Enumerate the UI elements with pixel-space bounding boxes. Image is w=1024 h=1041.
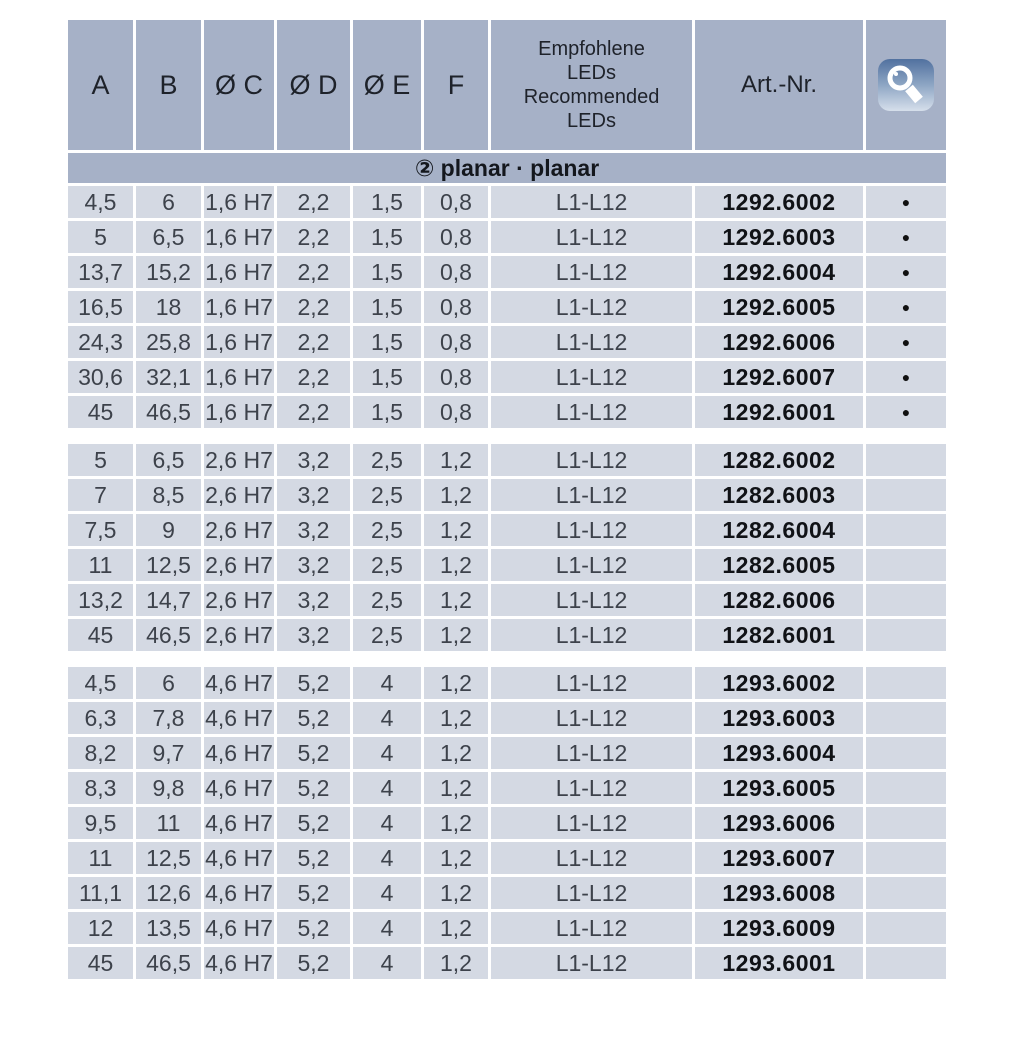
cell-f: 0,8 <box>424 256 488 288</box>
cell-leds: L1-L12 <box>491 667 692 699</box>
cell-a: 13,7 <box>68 256 133 288</box>
cell-dia-c: 1,6 H7 <box>204 221 274 253</box>
cell-artnr: 1293.6003 <box>695 702 863 734</box>
cell-dia-c: 1,6 H7 <box>204 361 274 393</box>
cell-artnr: 1293.6005 <box>695 772 863 804</box>
cell-leds: L1-L12 <box>491 842 692 874</box>
cell-f: 1,2 <box>424 807 488 839</box>
cell-dia-d: 3,2 <box>277 549 350 581</box>
col-header-dia-c: Ø C <box>204 20 274 150</box>
cell-b: 14,7 <box>136 584 201 616</box>
cell-artnr: 1292.6004 <box>695 256 863 288</box>
table-row <box>68 877 946 909</box>
cell-a: 12 <box>68 912 133 944</box>
cell-dia-d: 5,2 <box>277 912 350 944</box>
cell-leds: L1-L12 <box>491 877 692 909</box>
table-row <box>68 912 946 944</box>
table-row <box>68 772 946 804</box>
cell-a: 7 <box>68 479 133 511</box>
cell-dia-c: 4,6 H7 <box>204 877 274 909</box>
cell-f: 1,2 <box>424 877 488 909</box>
cell-leds: L1-L12 <box>491 702 692 734</box>
availability-dot: ● <box>901 194 911 210</box>
availability-dot: ● <box>901 334 911 350</box>
cell-dia-c: 1,6 H7 <box>204 256 274 288</box>
cell-dia-c: 2,6 H7 <box>204 584 274 616</box>
availability-dot-cell <box>866 396 946 428</box>
cell-artnr: 1282.6004 <box>695 514 863 546</box>
cell-b: 15,2 <box>136 256 201 288</box>
cell-a: 8,2 <box>68 737 133 769</box>
cell-a: 4,5 <box>68 667 133 699</box>
cell-leds: L1-L12 <box>491 772 692 804</box>
cell-a: 11 <box>68 842 133 874</box>
cell-artnr: 1282.6003 <box>695 479 863 511</box>
cell-a: 4,5 <box>68 186 133 218</box>
col-header-dia-e: Ø E <box>353 20 421 150</box>
cell-dia-d: 2,2 <box>277 221 350 253</box>
cell-dia-e: 4 <box>353 877 421 909</box>
cell-artnr: 1292.6001 <box>695 396 863 428</box>
cell-dia-e: 4 <box>353 947 421 979</box>
cell-b: 13,5 <box>136 912 201 944</box>
availability-dot: ● <box>901 229 911 245</box>
cell-b: 7,8 <box>136 702 201 734</box>
cell-dia-d: 2,2 <box>277 396 350 428</box>
cell-b: 12,6 <box>136 877 201 909</box>
cell-a: 9,5 <box>68 807 133 839</box>
table-row <box>68 514 946 546</box>
cell-dia-c: 4,6 H7 <box>204 842 274 874</box>
cell-dia-e: 1,5 <box>353 221 421 253</box>
cell-dia-d: 3,2 <box>277 619 350 651</box>
cell-b: 6,5 <box>136 444 201 476</box>
cell-f: 0,8 <box>424 326 488 358</box>
cell-dia-e: 4 <box>353 702 421 734</box>
cell-f: 0,8 <box>424 291 488 323</box>
cell-artnr: 1292.6005 <box>695 291 863 323</box>
leds-header-line: Recommended <box>523 86 660 108</box>
cell-f: 1,2 <box>424 737 488 769</box>
cell-f: 1,2 <box>424 619 488 651</box>
cell-artnr: 1293.6007 <box>695 842 863 874</box>
table-row <box>68 361 946 393</box>
availability-empty-cell <box>866 444 946 476</box>
group-spacer-cell <box>68 431 946 441</box>
cell-dia-d: 2,2 <box>277 361 350 393</box>
cell-a: 6,3 <box>68 702 133 734</box>
cell-dia-d: 2,2 <box>277 256 350 288</box>
cell-dia-c: 4,6 H7 <box>204 772 274 804</box>
availability-empty-cell <box>866 619 946 651</box>
cell-b: 46,5 <box>136 619 201 651</box>
cell-a: 45 <box>68 619 133 651</box>
cell-a: 5 <box>68 221 133 253</box>
cell-f: 1,2 <box>424 842 488 874</box>
cell-b: 6,5 <box>136 221 201 253</box>
col-header-a: A <box>68 20 133 150</box>
cell-artnr: 1293.6004 <box>695 737 863 769</box>
cell-f: 0,8 <box>424 186 488 218</box>
cell-artnr: 1293.6008 <box>695 877 863 909</box>
table-row <box>68 221 946 253</box>
cell-b: 8,5 <box>136 479 201 511</box>
leds-header-line: Empfohlene <box>538 38 645 60</box>
cell-leds: L1-L12 <box>491 584 692 616</box>
cell-dia-c: 2,6 H7 <box>204 514 274 546</box>
cell-a: 16,5 <box>68 291 133 323</box>
cell-artnr: 1282.6001 <box>695 619 863 651</box>
cell-dia-e: 2,5 <box>353 444 421 476</box>
cell-f: 1,2 <box>424 947 488 979</box>
cell-dia-c: 1,6 H7 <box>204 326 274 358</box>
cell-dia-c: 2,6 H7 <box>204 444 274 476</box>
table-row <box>68 702 946 734</box>
cell-f: 0,8 <box>424 221 488 253</box>
cell-dia-d: 2,2 <box>277 291 350 323</box>
cell-a: 13,2 <box>68 584 133 616</box>
cell-leds: L1-L12 <box>491 326 692 358</box>
col-header-b: B <box>136 20 201 150</box>
availability-empty-cell <box>866 584 946 616</box>
col-header-zoom <box>866 20 946 150</box>
group-spacer <box>68 654 946 664</box>
availability-empty-cell <box>866 514 946 546</box>
cell-leds: L1-L12 <box>491 291 692 323</box>
cell-dia-d: 3,2 <box>277 479 350 511</box>
cell-dia-d: 5,2 <box>277 737 350 769</box>
table-row <box>68 549 946 581</box>
magnifier-icon[interactable] <box>877 58 935 112</box>
col-header-recommended-leds <box>491 20 692 150</box>
leds-header-line: LEDs <box>567 62 616 84</box>
cell-b: 9,7 <box>136 737 201 769</box>
cell-dia-e: 2,5 <box>353 584 421 616</box>
cell-leds: L1-L12 <box>491 807 692 839</box>
cell-dia-e: 2,5 <box>353 514 421 546</box>
cell-a: 30,6 <box>68 361 133 393</box>
availability-dot-cell <box>866 326 946 358</box>
cell-dia-e: 2,5 <box>353 619 421 651</box>
cell-dia-c: 4,6 H7 <box>204 737 274 769</box>
cell-dia-d: 5,2 <box>277 667 350 699</box>
cell-dia-d: 5,2 <box>277 842 350 874</box>
cell-dia-d: 5,2 <box>277 947 350 979</box>
cell-f: 1,2 <box>424 772 488 804</box>
availability-empty-cell <box>866 877 946 909</box>
cell-dia-c: 1,6 H7 <box>204 186 274 218</box>
cell-b: 12,5 <box>136 549 201 581</box>
availability-empty-cell <box>866 667 946 699</box>
col-header-dia-d: Ø D <box>277 20 350 150</box>
cell-leds: L1-L12 <box>491 947 692 979</box>
cell-f: 0,8 <box>424 361 488 393</box>
led-spacer-spec-table <box>65 17 949 982</box>
cell-dia-e: 1,5 <box>353 361 421 393</box>
cell-dia-e: 1,5 <box>353 256 421 288</box>
cell-b: 9,8 <box>136 772 201 804</box>
table-row <box>68 186 946 218</box>
cell-leds: L1-L12 <box>491 479 692 511</box>
cell-f: 1,2 <box>424 912 488 944</box>
cell-a: 8,3 <box>68 772 133 804</box>
availability-empty-cell <box>866 702 946 734</box>
cell-b: 6 <box>136 186 201 218</box>
cell-dia-e: 2,5 <box>353 549 421 581</box>
cell-leds: L1-L12 <box>491 514 692 546</box>
leds-header-line: LEDs <box>567 110 616 132</box>
cell-f: 1,2 <box>424 702 488 734</box>
table-row <box>68 667 946 699</box>
cell-a: 5 <box>68 444 133 476</box>
cell-leds: L1-L12 <box>491 186 692 218</box>
cell-leds: L1-L12 <box>491 444 692 476</box>
table-row <box>68 947 946 979</box>
cell-a: 24,3 <box>68 326 133 358</box>
cell-artnr: 1282.6005 <box>695 549 863 581</box>
cell-dia-e: 1,5 <box>353 396 421 428</box>
cell-b: 46,5 <box>136 396 201 428</box>
cell-artnr: 1282.6002 <box>695 444 863 476</box>
table-row <box>68 396 946 428</box>
cell-artnr: 1293.6001 <box>695 947 863 979</box>
cell-leds: L1-L12 <box>491 361 692 393</box>
header-row <box>68 20 946 150</box>
cell-leds: L1-L12 <box>491 737 692 769</box>
cell-dia-d: 5,2 <box>277 877 350 909</box>
cell-b: 12,5 <box>136 842 201 874</box>
cell-b: 11 <box>136 807 201 839</box>
availability-dot: ● <box>901 404 911 420</box>
cell-dia-d: 5,2 <box>277 772 350 804</box>
cell-f: 1,2 <box>424 479 488 511</box>
cell-artnr: 1293.6009 <box>695 912 863 944</box>
cell-artnr: 1282.6006 <box>695 584 863 616</box>
table-row <box>68 444 946 476</box>
cell-leds: L1-L12 <box>491 912 692 944</box>
cell-dia-c: 2,6 H7 <box>204 619 274 651</box>
availability-dot-cell <box>866 361 946 393</box>
cell-artnr: 1292.6007 <box>695 361 863 393</box>
col-header-artnr: Art.-Nr. <box>695 20 863 150</box>
cell-artnr: 1292.6002 <box>695 186 863 218</box>
cell-b: 18 <box>136 291 201 323</box>
table-row <box>68 479 946 511</box>
cell-dia-c: 4,6 H7 <box>204 947 274 979</box>
col-header-f: F <box>424 20 488 150</box>
group-spacer-cell <box>68 654 946 664</box>
cell-dia-d: 2,2 <box>277 186 350 218</box>
cell-dia-c: 2,6 H7 <box>204 549 274 581</box>
cell-b: 9 <box>136 514 201 546</box>
cell-leds: L1-L12 <box>491 221 692 253</box>
cell-artnr: 1292.6003 <box>695 221 863 253</box>
cell-dia-e: 1,5 <box>353 186 421 218</box>
cell-f: 1,2 <box>424 584 488 616</box>
cell-a: 45 <box>68 396 133 428</box>
availability-empty-cell <box>866 912 946 944</box>
cell-dia-e: 2,5 <box>353 479 421 511</box>
cell-dia-e: 4 <box>353 807 421 839</box>
table-row <box>68 291 946 323</box>
availability-empty-cell <box>866 549 946 581</box>
cell-b: 32,1 <box>136 361 201 393</box>
availability-empty-cell <box>866 807 946 839</box>
table-row <box>68 737 946 769</box>
cell-b: 6 <box>136 667 201 699</box>
table-row <box>68 619 946 651</box>
cell-dia-c: 2,6 H7 <box>204 479 274 511</box>
cell-dia-d: 5,2 <box>277 702 350 734</box>
cell-artnr: 1293.6002 <box>695 667 863 699</box>
cell-leds: L1-L12 <box>491 619 692 651</box>
cell-leds: L1-L12 <box>491 256 692 288</box>
section-header: ② planar · planar <box>68 153 946 183</box>
cell-b: 25,8 <box>136 326 201 358</box>
cell-dia-e: 4 <box>353 772 421 804</box>
availability-dot: ● <box>901 264 911 280</box>
cell-f: 0,8 <box>424 396 488 428</box>
availability-empty-cell <box>866 737 946 769</box>
cell-f: 1,2 <box>424 444 488 476</box>
cell-f: 1,2 <box>424 549 488 581</box>
cell-dia-d: 3,2 <box>277 584 350 616</box>
cell-dia-d: 3,2 <box>277 514 350 546</box>
cell-f: 1,2 <box>424 667 488 699</box>
cell-dia-e: 4 <box>353 737 421 769</box>
cell-dia-c: 1,6 H7 <box>204 291 274 323</box>
cell-dia-c: 1,6 H7 <box>204 396 274 428</box>
cell-leds: L1-L12 <box>491 549 692 581</box>
cell-dia-c: 4,6 H7 <box>204 667 274 699</box>
section-row <box>68 153 946 183</box>
cell-dia-e: 4 <box>353 667 421 699</box>
cell-a: 45 <box>68 947 133 979</box>
availability-dot-cell <box>866 291 946 323</box>
availability-dot-cell <box>866 221 946 253</box>
cell-b: 46,5 <box>136 947 201 979</box>
availability-empty-cell <box>866 479 946 511</box>
cell-dia-c: 4,6 H7 <box>204 912 274 944</box>
cell-dia-e: 1,5 <box>353 291 421 323</box>
cell-artnr: 1293.6006 <box>695 807 863 839</box>
table-row <box>68 842 946 874</box>
cell-dia-e: 1,5 <box>353 326 421 358</box>
cell-leds: L1-L12 <box>491 396 692 428</box>
cell-dia-e: 4 <box>353 912 421 944</box>
cell-artnr: 1292.6006 <box>695 326 863 358</box>
table-row <box>68 807 946 839</box>
cell-a: 11,1 <box>68 877 133 909</box>
availability-dot-cell <box>866 256 946 288</box>
availability-dot-cell <box>866 186 946 218</box>
group-spacer <box>68 431 946 441</box>
availability-dot: ● <box>901 299 911 315</box>
cell-f: 1,2 <box>424 514 488 546</box>
cell-a: 11 <box>68 549 133 581</box>
cell-a: 7,5 <box>68 514 133 546</box>
availability-empty-cell <box>866 842 946 874</box>
cell-dia-c: 4,6 H7 <box>204 702 274 734</box>
availability-empty-cell <box>866 772 946 804</box>
cell-dia-d: 5,2 <box>277 807 350 839</box>
cell-dia-d: 3,2 <box>277 444 350 476</box>
cell-dia-c: 4,6 H7 <box>204 807 274 839</box>
availability-dot: ● <box>901 369 911 385</box>
availability-empty-cell <box>866 947 946 979</box>
table-row <box>68 256 946 288</box>
cell-dia-e: 4 <box>353 842 421 874</box>
table-row <box>68 326 946 358</box>
table-row <box>68 584 946 616</box>
cell-dia-d: 2,2 <box>277 326 350 358</box>
